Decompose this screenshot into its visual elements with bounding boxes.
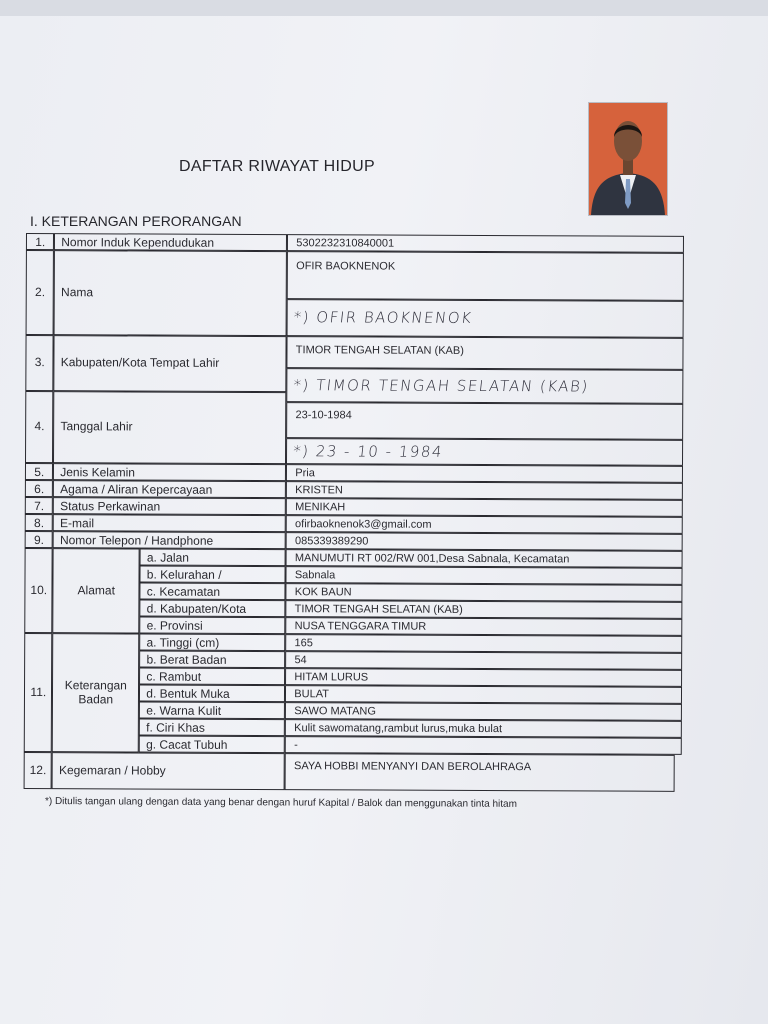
row-number-4: 4.	[25, 391, 53, 463]
handwritten-tempat-lahir: *) TIMOR TENGAH SELATAN (KAB)	[287, 368, 684, 404]
value-status-perkawinan: MENIKAH	[286, 498, 683, 517]
label-keterangan-badan: Keterangan Badan	[52, 633, 140, 752]
value-hobby: SAYA HOBBI MENYANYI DAN BEROLAHRAGA	[285, 753, 675, 792]
value-telepon: 085339389290	[286, 532, 683, 551]
value-jalan: MANUMUTI RT 002/RW 001,Desa Sabnala, Kecamatan	[286, 549, 683, 568]
sublabel-kecamatan: c. Kecamatan	[140, 583, 286, 601]
label-nama: Nama	[54, 250, 287, 336]
handwritten-nama: *) OFIR BAOKNENOK	[287, 299, 684, 338]
value-kecamatan: KOK BAUN	[286, 583, 683, 602]
row-number-3: 3.	[26, 335, 54, 391]
value-rambut: HITAM LURUS	[285, 668, 682, 687]
label-alamat: Alamat	[53, 548, 140, 633]
label-hobby: Kegemaran / Hobby	[52, 752, 285, 790]
value-tinggi: 165	[285, 634, 682, 653]
sublabel-warna-kulit: e. Warna Kulit	[139, 702, 285, 720]
document-title: DAFTAR RIWAYAT HIDUP	[179, 158, 375, 175]
sublabel-berat-badan: b. Berat Badan	[139, 651, 285, 669]
label-agama: Agama / Aliran Kepercayaan	[53, 480, 286, 498]
label-email: E-mail	[53, 514, 286, 532]
value-email: ofirbaoknenok3@gmail.com	[286, 515, 683, 534]
label-jenis-kelamin: Jenis Kelamin	[53, 463, 286, 481]
handwritten-tanggal-lahir: *) 23 - 10 - 1984	[286, 438, 683, 466]
row-number-1: 1.	[26, 233, 54, 250]
sublabel-jalan: a. Jalan	[140, 549, 286, 567]
sublabel-kelurahan: b. Kelurahan /	[140, 566, 286, 584]
sublabel-tinggi: a. Tinggi (cm)	[139, 634, 285, 652]
row-number-7: 7.	[25, 497, 53, 514]
label-telepon: Nomor Telepon / Handphone	[53, 531, 286, 549]
row-number-9: 9.	[25, 531, 53, 548]
sublabel-ciri-khas: f. Ciri Khas	[139, 719, 285, 737]
row-number-6: 6.	[25, 480, 53, 497]
value-agama: KRISTEN	[286, 481, 683, 500]
value-berat-badan: 54	[285, 651, 682, 670]
sublabel-provinsi: e. Provinsi	[140, 617, 286, 635]
label-status-perkawinan: Status Perkawinan	[53, 497, 286, 515]
value-jenis-kelamin: Pria	[286, 464, 683, 483]
value-cacat-tubuh: -	[285, 736, 682, 755]
value-provinsi: NUSA TENGGARA TIMUR	[286, 617, 683, 636]
value-warna-kulit: SAWO MATANG	[285, 702, 682, 721]
value-tanggal-lahir: 23-10-1984	[286, 402, 683, 440]
paper-sheet	[0, 16, 768, 1024]
value-tempat-lahir: TIMOR TENGAH SELATAN (KAB)	[287, 336, 684, 370]
row-number-5: 5.	[25, 463, 53, 480]
value-kelurahan: Sabnala	[286, 566, 683, 585]
row-number-8: 8.	[25, 514, 53, 531]
sublabel-rambut: c. Rambut	[139, 668, 285, 686]
profile-photo	[589, 103, 667, 215]
value-bentuk-muka: BULAT	[285, 685, 682, 704]
row-number-10: 10.	[25, 548, 53, 633]
personal-info-table	[25, 234, 685, 805]
row-number-12: 12.	[24, 752, 52, 789]
row-number-11: 11.	[24, 633, 53, 752]
value-nik: 5302232310840001	[287, 234, 684, 253]
sublabel-cacat-tubuh: g. Cacat Tubuh	[139, 736, 285, 754]
value-kabupaten: TIMOR TENGAH SELATAN (KAB)	[286, 600, 683, 619]
sublabel-kabupaten: d. Kabupaten/Kota	[140, 600, 286, 618]
label-nik: Nomor Induk Kependudukan	[54, 233, 287, 251]
section-title: I. KETERANGAN PERORANGAN	[30, 213, 242, 229]
value-nama: OFIR BAOKNENOK	[287, 251, 684, 301]
sublabel-bentuk-muka: d. Bentuk Muka	[139, 685, 285, 703]
value-ciri-khas: Kulit sawomatang,rambut lurus,muka bulat	[285, 719, 682, 738]
row-number-2: 2.	[26, 250, 54, 335]
footnote: *) Ditulis tangan ulang dengan data yang benar dengan huruf Kapital / Balok dan menggunakan tinta hitam	[44, 796, 518, 810]
label-tempat-lahir: Kabupaten/Kota Tempat Lahir	[54, 335, 287, 392]
label-tanggal-lahir: Tanggal Lahir	[53, 391, 286, 464]
